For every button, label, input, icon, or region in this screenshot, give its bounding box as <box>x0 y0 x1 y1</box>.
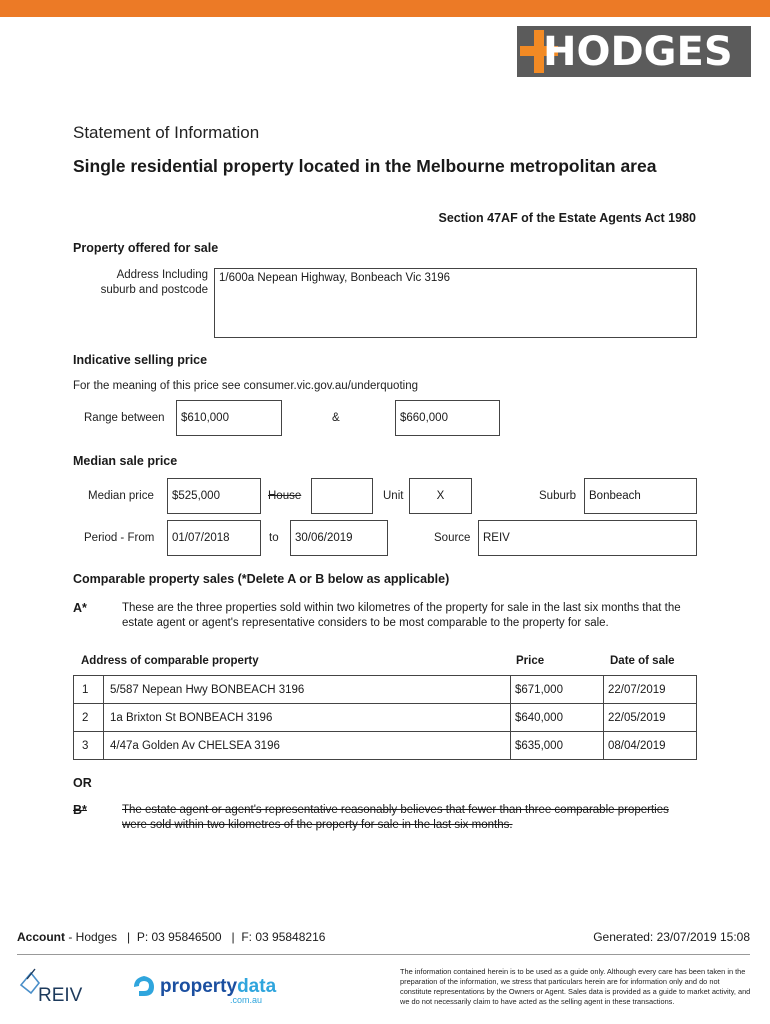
property-heading: Property offered for sale <box>73 241 219 255</box>
source-label: Source <box>434 532 471 544</box>
unit-label: Unit <box>383 490 404 502</box>
main-title: Single residential property located in the Melbourne metropolitan area <box>73 156 657 176</box>
period-from-field[interactable]: 01/07/2018 <box>167 520 261 556</box>
row-number: 1 <box>74 676 104 704</box>
col-date-header: Date of sale <box>610 655 675 667</box>
pd-main-text: property <box>160 976 238 997</box>
address-field[interactable]: 1/600a Nepean Highway, Bonbeach Vic 3196 <box>214 268 697 338</box>
period-from-label: Period - From <box>84 532 155 544</box>
table-row <box>74 704 697 732</box>
row-address: 1a Brixton St BONBEACH 3196 <box>104 704 511 732</box>
section-reference: Section 47AF of the Estate Agents Act 1980 <box>438 211 696 225</box>
reiv-logo-text: REIV <box>38 985 83 1006</box>
row-date: 22/07/2019 <box>604 676 697 704</box>
source-field[interactable]: REIV <box>478 520 697 556</box>
row-date: 08/04/2019 <box>604 732 697 760</box>
footer-disclaimer: The information contained herein is to be used as a guide only. Although every care has been taken in the preparation of the information, we stress that particulars herein are for information only and do not constitute representations by the Owners or Agent. Sales data is provided as a guide to market activity, and we do not necessarily claim to have acted as the selling agent in these transactions. <box>400 967 751 1006</box>
top-accent-bar <box>0 0 770 17</box>
range-ampersand: & <box>332 412 340 424</box>
median-price-field[interactable]: $525,000 <box>167 478 261 514</box>
or-label: OR <box>73 776 92 790</box>
indicative-heading: Indicative selling price <box>73 353 208 367</box>
comparable-table <box>73 675 697 760</box>
option-a-label: A* <box>73 601 87 615</box>
address-label: Address Including suburb and postcode <box>100 269 208 296</box>
table-row <box>74 676 697 704</box>
account-details: - Hodges | P: 03 95846500 | F: 03 95848216 <box>65 930 326 944</box>
option-b-label: B* <box>73 803 87 817</box>
account-label: Account <box>17 930 65 944</box>
row-address: 5/587 Nepean Hwy BONBEACH 3196 <box>104 676 511 704</box>
footer-generated: Generated: 23/07/2019 15:08 <box>593 930 750 944</box>
option-a-text: These are the three properties sold within two kilometres of the property for sale in the last six months that the estate agent or agent's representative considers to be most comparable to the property for sale. <box>122 602 681 629</box>
row-number: 2 <box>74 704 104 732</box>
comparable-heading: Comparable property sales (*Delete A or B below as applicable) <box>73 572 450 586</box>
col-address-header: Address of comparable property <box>81 655 259 667</box>
period-to-label: to <box>269 532 279 544</box>
row-date: 22/05/2019 <box>604 704 697 732</box>
table-row <box>74 732 697 760</box>
logo-text: HODGES <box>543 29 733 75</box>
row-number: 3 <box>74 732 104 760</box>
row-price: $635,000 <box>511 732 604 760</box>
median-heading: Median sale price <box>73 454 178 468</box>
period-to-field[interactable]: 30/06/2019 <box>290 520 388 556</box>
propertydata-logo-icon <box>131 973 157 999</box>
footer-account <box>17 930 325 944</box>
suburb-label: Suburb <box>539 490 577 502</box>
suburb-field[interactable]: Bonbeach <box>584 478 697 514</box>
median-price-label: Median price <box>88 490 154 502</box>
unit-field[interactable]: X <box>409 478 472 514</box>
range-high-field[interactable]: $660,000 <box>395 400 500 436</box>
hodges-logo <box>517 26 751 77</box>
row-address: 4/47a Golden Av CHELSEA 3196 <box>104 732 511 760</box>
house-label: House <box>268 490 302 502</box>
option-b-text: The estate agent or agent's representative reasonably believes that fewer than three comparable properties were sold within two kilometres of the property for sale in the last six months. <box>122 804 669 831</box>
house-field[interactable] <box>311 478 373 514</box>
row-price: $640,000 <box>511 704 604 732</box>
propertydata-domain: .com.au <box>230 995 263 1005</box>
range-low-field[interactable]: $610,000 <box>176 400 282 436</box>
row-price: $671,000 <box>511 676 604 704</box>
range-label: Range between <box>84 412 165 424</box>
footer-divider <box>17 954 750 955</box>
pd-accent-text: data <box>237 976 277 997</box>
col-price-header: Price <box>516 655 545 667</box>
document-title: Statement of Information <box>73 123 260 142</box>
indicative-note: For the meaning of this price see consumer.vic.gov.au/underquoting <box>73 380 418 392</box>
